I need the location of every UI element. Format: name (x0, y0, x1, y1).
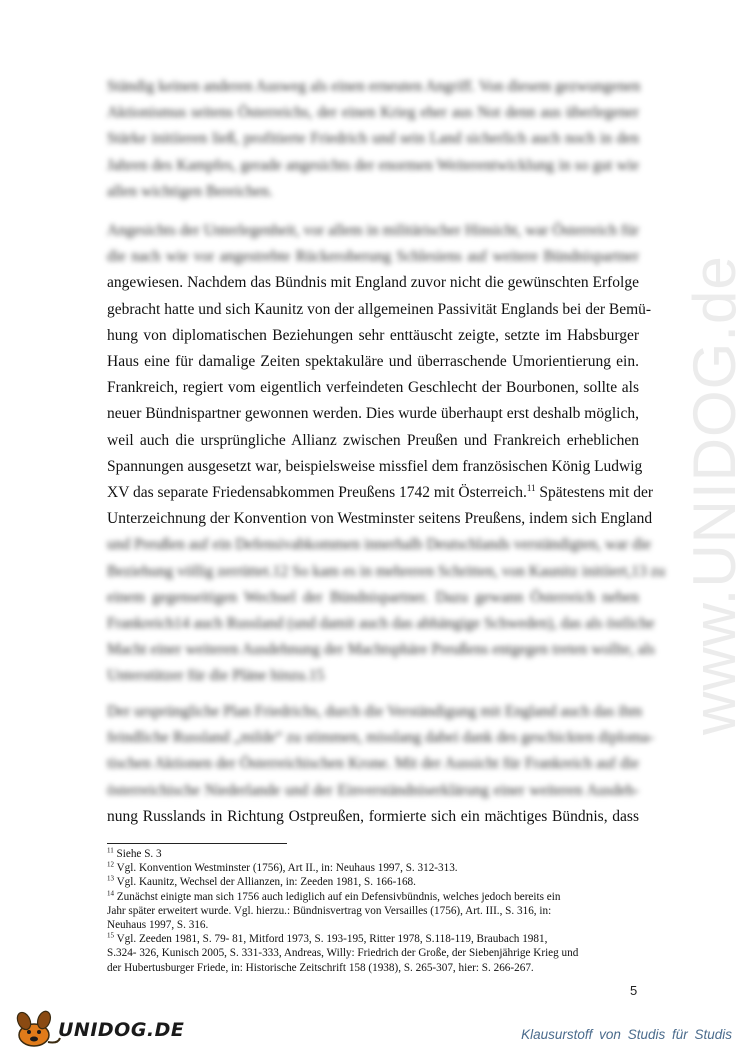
footnote (107, 861, 639, 875)
page-number: 5 (630, 983, 638, 998)
footnote-text: Neuhaus 1997, S. 316. (107, 919, 209, 932)
tagline: Klausurstoff von Studis für Studis (521, 1027, 732, 1042)
text-line: Haus eine für damalige Zeiten spektakuläre und überraschende Umorientierung ein. (107, 353, 639, 371)
text-line: gebracht hatte und sich Kaunitz von der allgemeinen Passivität Englands bei der Bemü- (107, 300, 652, 318)
footnote-continuation (107, 918, 639, 932)
footnote-number: 14 (107, 888, 114, 897)
text-line-blurred: Frankreich14 auch Russland (und damit auch das abhängige Schweden), das als östliche (107, 615, 655, 633)
dog-mascot-icon (15, 1009, 60, 1046)
footnote-text: Zunächst einigte man sich 1756 auch lediglich auf ein Defensivbündnis, welches jedoch bereits ein (114, 890, 561, 903)
text-line-blurred: und Preußen auf ein Defensivabkommen innerhalb Deutschlands verständigten, war die (107, 536, 652, 554)
text-line-with-footnote (107, 480, 654, 506)
footnote (107, 932, 639, 946)
text-line: weil auch die ursprüngliche Allianz zwischen Preußen und Frankreich erheblichen (107, 431, 639, 449)
text-line-blurred: einem gegenseitigen Wechsel der Bündnispartner. Dazu gewann Österreich neben (107, 588, 639, 606)
paragraph-2 (107, 218, 666, 690)
text-line-blurred: Angesichts der Unterlegenheit, vor allem in militärischer Hinsicht, war Österreich für (107, 222, 639, 239)
paragraph-3 (107, 699, 655, 830)
text-line-blurred: Der ursprüngliche Plan Friedrichs, durch die Verständigung mit England auch das ihm (107, 703, 643, 720)
footnote-text: der Hubertusburger Friede, in: Historische Zeitschrift 158 (1938), S. 265-307, hier: S. 266-267. (107, 961, 534, 974)
footnote-text: Vgl. Kaunitz, Wechsel der Allianzen, in: Zeeden 1981, S. 166-168. (114, 876, 416, 889)
footnotes (107, 847, 639, 975)
text-line: Ständig keinen anderen Ausweg als einen erneuten Angriff. Von diesem gezwungenen (107, 78, 641, 95)
footnote (107, 847, 639, 861)
footnote-text: Vgl. Konvention Westminster (1756), Art II., in: Neuhaus 1997, S. 312-313. (114, 862, 458, 875)
text-line-blurred: Macht einer weiteren Ausdehnung der Machtsphäre Preußens entgegen treten wollte, als (107, 641, 655, 659)
text-line: Frankreich, regiert vom eigentlich verfeindeten Geschlecht der Bourbonen, sollte als (107, 379, 639, 397)
text-line: angewiesen. Nachdem das Bündnis mit England zuvor nicht die gewünschten Erfolge (107, 274, 639, 292)
paragraph-1-blurred (107, 74, 639, 205)
text-segment: XV das separate Friedensabkommen Preußens 1742 mit Österreich. (107, 484, 527, 502)
footnote-number: 12 (107, 860, 114, 869)
footnote-text: Vgl. Zeeden 1981, S. 79- 81, Mitford 1973, S. 193-195, Ritter 1978, S.118-119, Braubach 1981, (114, 933, 548, 946)
text-line: Unterzeichnung der Konvention von Westminster seitens Preußens, indem sich England (107, 510, 653, 528)
text-line-blurred: feindliche Russland „milde“ zu stimmen, misslang dabei dank des geschickten diploma- (107, 729, 655, 747)
text-line: neuer Bündnispartner gewonnen werden. Dies wurde überhaupt erst deshalb möglich, (107, 405, 639, 423)
text-line: allen wichtigen Bereichen. (107, 182, 273, 200)
text-line: Spannungen ausgesetzt war, beispielsweise missfiel dem französischen König Ludwig (107, 457, 643, 475)
text-line-blurred: die nach wie vor angestrebte Rückeroberung Schlesiens auf weitere Bündnispartner (107, 248, 639, 266)
text-line: hung von diplomatischen Beziehungen sehr enttäuscht zeigte, setzte im Habsburger (107, 326, 639, 344)
text-line: Stärke initiieren ließ, profitierte Friedrich und sein Land sicherlich auch noch in den (107, 130, 639, 148)
footnote-divider (107, 843, 287, 844)
text-line: Jahren des Kampfes, gerade angesichts der enormen Weiterentwicklung in so gut wie (107, 156, 639, 174)
text-line-blurred: tischen Aktionen der Österreichischen Krone. Mit der Aussicht für Frankreich auf die (107, 755, 639, 773)
footnote-number: 11 (107, 846, 114, 855)
footnote-continuation (107, 904, 639, 918)
footnote-number: 15 (107, 931, 114, 940)
footnote-text: S.324- 326, Kunisch 2005, S. 331-333, Andreas, Willy: Friedrich der Große, der Siebenjährige Krieg und (107, 947, 579, 960)
footnote-continuation (107, 946, 639, 960)
text-line-blurred: Unterstützer für die Pläne hinzu.15 (107, 667, 325, 685)
text-line: Aktionismus seitens Österreichs, der einen Krieg eher aus Not denn aus überlegener (107, 104, 639, 122)
footnote-ref: 11 (526, 482, 536, 493)
text-segment: Spätestens mit der (535, 484, 654, 502)
footnote (107, 875, 639, 889)
watermark-text: www.UNIDOG.de (681, 255, 748, 735)
footnote-text: Siehe S. 3 (113, 848, 162, 860)
footnote-number: 13 (107, 874, 114, 883)
logo-text: UNIDOG.DE (58, 1019, 185, 1041)
footnote-continuation (107, 961, 639, 975)
text-line-blurred: österreichische Niederlande und der Einverständniserklärung einer weiteren Ausdeh- (107, 781, 639, 799)
text-line: nung Russlands in Richtung Ostpreußen, formierte sich ein mächtiges Bündnis, dass (107, 807, 639, 825)
text-line-blurred: Beziehung völlig zerrüttet.12 So kam es in mehreren Schritten, von Kaunitz initiiert,13 zu (107, 562, 666, 580)
footnote-text: Jahr später erweitert wurde. Vgl. hierzu.: Bündnisvertrag von Versailles (1756), Art. III., S. 316, in: (107, 904, 552, 917)
footnote (107, 890, 639, 904)
